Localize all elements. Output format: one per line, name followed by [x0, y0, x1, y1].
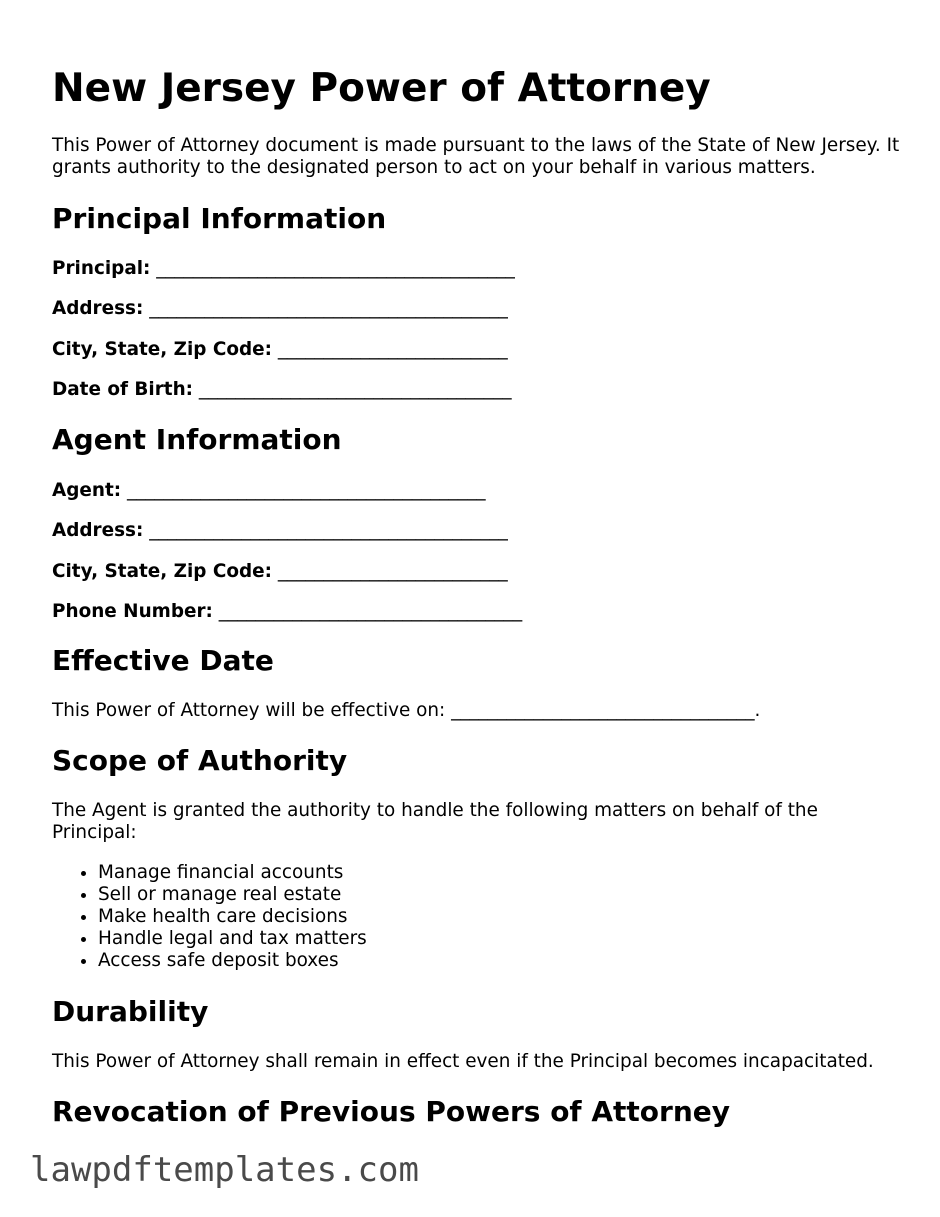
effective-date-heading: Effective Date — [52, 644, 274, 677]
blank-line[interactable]: _______________________________________ — [149, 520, 508, 541]
agent-city-field[interactable] — [52, 561, 508, 583]
blank-line[interactable]: _______________________________________ — [149, 298, 508, 319]
field-label: Date of Birth: — [52, 379, 194, 400]
scope-text: The Agent is granted the authority to handle the following matters on behalf of the Principal: — [52, 800, 818, 843]
field-label: Agent: — [52, 480, 122, 501]
agent-name-field[interactable] — [52, 480, 486, 502]
principal-address-field[interactable] — [52, 298, 508, 320]
agent-phone-field[interactable] — [52, 601, 522, 623]
field-label: Address: — [52, 298, 144, 319]
principal-dob-field[interactable] — [52, 379, 512, 401]
list-item: • Manage financial accounts — [98, 862, 367, 884]
revocation-heading: Revocation of Previous Powers of Attorney — [52, 1095, 731, 1128]
scope-heading: Scope of Authority — [52, 744, 348, 777]
principal-name-field[interactable] — [52, 258, 515, 280]
intro-paragraph: This Power of Attorney document is made pursuant to the laws of the State of New Jersey. It grants authority to the designated person to act on your behalf in various matters. — [52, 135, 900, 178]
principal-heading: Principal Information — [52, 202, 387, 235]
list-item: • Make health care decisions — [98, 906, 367, 928]
list-item: • Access safe deposit boxes — [98, 950, 367, 972]
principal-city-field[interactable] — [52, 339, 508, 361]
agent-heading: Agent Information — [52, 423, 342, 456]
blank-line[interactable]: __________________________________ — [198, 379, 512, 400]
watermark: lawpdftemplates.com — [30, 1150, 419, 1190]
durability-heading: Durability — [52, 995, 209, 1028]
agent-address-field[interactable] — [52, 520, 508, 542]
scope-list — [52, 862, 367, 972]
field-label: Principal: — [52, 258, 151, 279]
blank-line[interactable]: _______________________________________ — [156, 258, 515, 279]
field-label: City, State, Zip Code: — [52, 339, 272, 360]
list-item: • Handle legal and tax matters — [98, 928, 367, 950]
effective-date-text[interactable]: This Power of Attorney will be effective on: _________________________________. — [52, 700, 761, 721]
list-item: • Sell or manage real estate — [98, 884, 367, 906]
field-label: Address: — [52, 520, 144, 541]
durability-text: This Power of Attorney shall remain in effect even if the Principal becomes incapacitated. — [52, 1051, 874, 1072]
field-label: Phone Number: — [52, 601, 213, 622]
blank-line[interactable]: _______________________________________ — [126, 480, 486, 501]
blank-line[interactable]: _________________________ — [277, 561, 508, 582]
page-title: New Jersey Power of Attorney — [52, 66, 711, 111]
blank-line[interactable]: _________________________________ — [218, 601, 523, 622]
blank-line[interactable]: _________________________ — [277, 339, 508, 360]
field-label: City, State, Zip Code: — [52, 561, 272, 582]
